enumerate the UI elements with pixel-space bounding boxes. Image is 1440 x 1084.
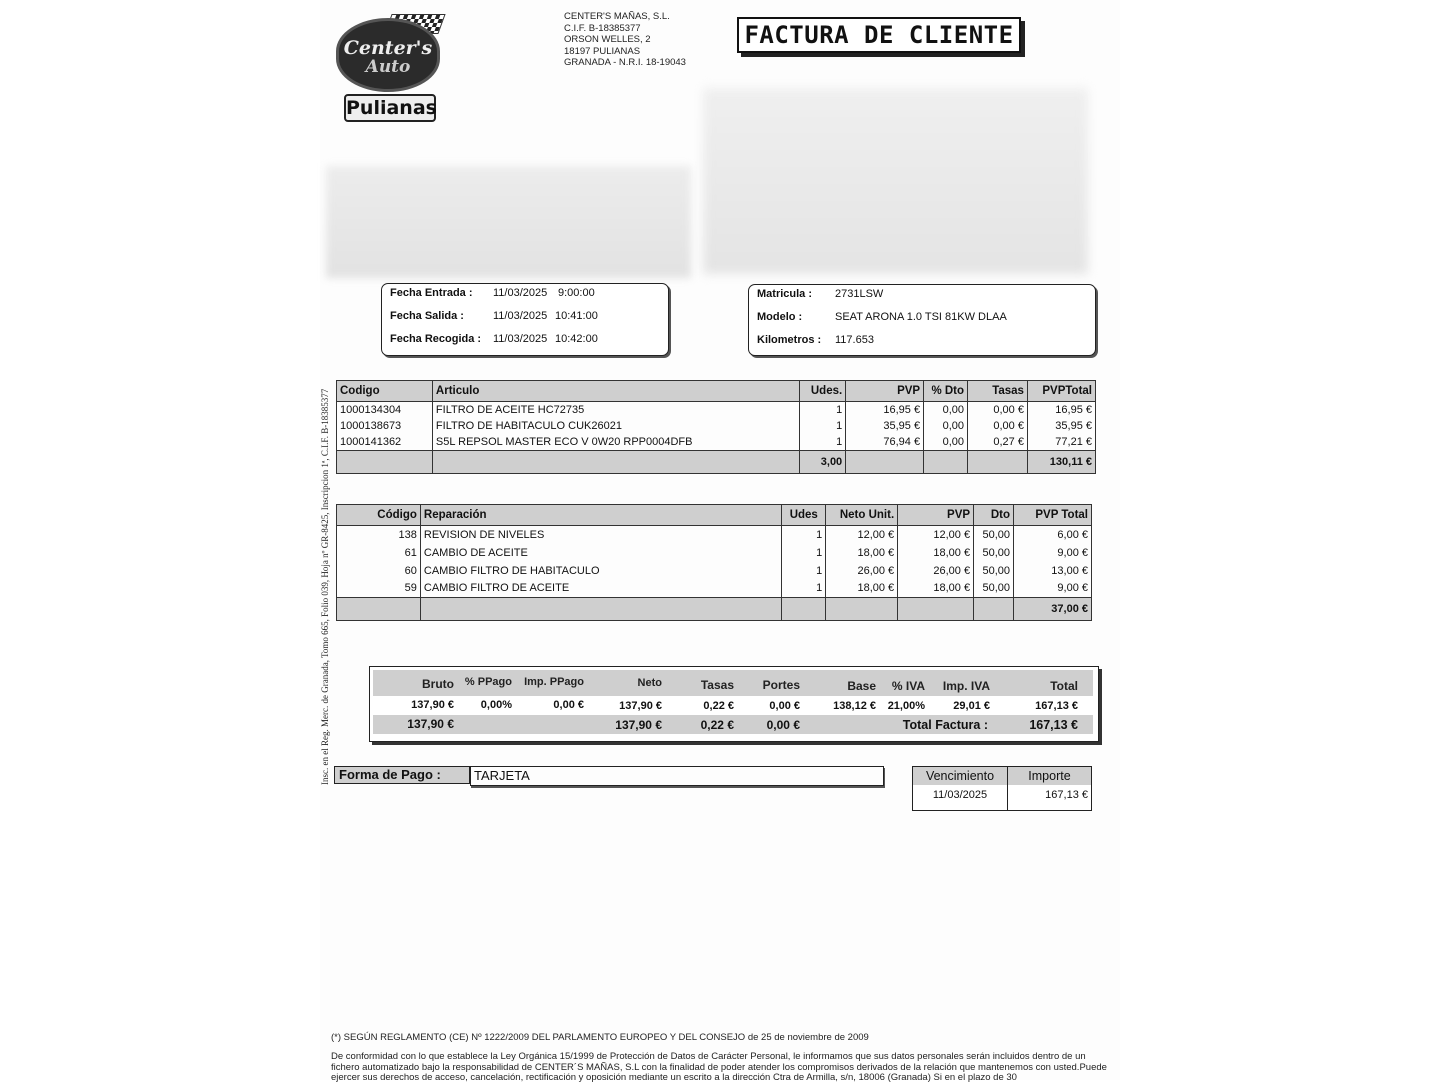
matricula-value: 2731LSW xyxy=(835,288,884,300)
fecha-recogida-time: 10:42:00 xyxy=(555,333,598,345)
col-codigo: Código xyxy=(337,505,421,526)
totals-bruto-header: Bruto xyxy=(422,677,454,691)
table-row xyxy=(337,418,1096,434)
table-row xyxy=(337,562,1092,580)
repair-total: 13,00 € xyxy=(1014,562,1092,580)
article-dto: 0,00 xyxy=(924,418,968,434)
fecha-recogida-date: 11/03/2025 xyxy=(493,333,548,345)
fecha-entrada-label: Fecha Entrada : xyxy=(390,287,473,299)
repair-neto: 12,00 € xyxy=(826,526,898,544)
legal-notice: De conformidad con lo que establece la Ley Orgánica 15/1999 de Protección de Datos de Carácter Personal, le informamos que sus datos personales serán incluidos dentro de un fichero automatizado bajo la responsabilidad de CENTER´S MAÑAS, S.L con la finalidad de poder atender los compromisos derivados de la relación que mantenemos con usted.Puede ejercer sus derechos de acceso, cancelación, rectificación y oposición mediante un escrito a la dirección Ctra de Armilla, s/n, 18006 (Granada) Si en el plazo de 30 xyxy=(331,1051,1107,1083)
logo-text-auto: Auto xyxy=(365,57,411,77)
matricula-label: Matricula : xyxy=(757,288,813,300)
logo-emblem xyxy=(336,18,440,92)
totals-iva-value: 21,00% xyxy=(887,700,925,712)
logo-badge-pulianas: Pulianas xyxy=(344,94,436,122)
article-code: 1000141362 xyxy=(337,434,433,451)
article-tasas: 0,00 € xyxy=(968,418,1028,434)
article-units: 1 xyxy=(800,418,846,434)
col-articulo: Articulo xyxy=(432,381,799,402)
table-row xyxy=(337,434,1096,451)
fecha-salida-label: Fecha Salida : xyxy=(390,310,464,322)
repair-pvp: 12,00 € xyxy=(898,526,974,544)
fecha-entrada-time: 9:00:00 xyxy=(558,287,595,299)
articles-total: 130,11 € xyxy=(1027,451,1095,474)
article-name: FILTRO DE HABITACULO CUK26021 xyxy=(432,418,799,434)
importe-header: Importe xyxy=(1008,767,1091,785)
repair-neto: 18,00 € xyxy=(826,580,898,598)
totals-imp-ppago-header: Imp. PPago xyxy=(524,676,584,688)
article-pvp: 16,95 € xyxy=(846,402,924,419)
totals-box xyxy=(369,666,1099,742)
company-info xyxy=(564,11,686,69)
forma-pago-label: Forma de Pago : xyxy=(334,766,470,784)
repair-dto: 50,00 xyxy=(974,580,1014,598)
totals-portes-value: 0,00 € xyxy=(769,700,800,712)
summary-bruto: 137,90 € xyxy=(407,717,454,731)
summary-neto: 137,90 € xyxy=(615,718,662,732)
articles-table xyxy=(336,380,1096,474)
repair-name: CAMBIO FILTRO DE HABITACULO xyxy=(420,562,781,580)
totals-total-header: Total xyxy=(1050,679,1078,693)
col-pvp-total: PVP Total xyxy=(1014,505,1092,526)
article-pvp: 76,94 € xyxy=(846,434,924,451)
forma-pago-value: TARJETA xyxy=(470,766,884,786)
table-row xyxy=(337,402,1096,419)
repair-total: 6,00 € xyxy=(1014,526,1092,544)
article-total: 35,95 € xyxy=(1027,418,1095,434)
redacted-area-right xyxy=(703,88,1088,274)
table-row xyxy=(337,580,1092,598)
repairs-total: 37,00 € xyxy=(1014,598,1092,621)
col-pvp: PVP xyxy=(898,505,974,526)
col-dto: % Dto xyxy=(924,381,968,402)
repairs-summary-row xyxy=(337,598,1092,621)
repair-dto: 50,00 xyxy=(974,526,1014,544)
article-tasas: 0,27 € xyxy=(968,434,1028,451)
totals-ppago-header: % PPago xyxy=(464,676,512,688)
repair-name: REVISION DE NIVELES xyxy=(420,526,781,544)
article-code: 1000134304 xyxy=(337,402,433,419)
totals-ppago-value: 0,00% xyxy=(480,699,512,711)
regulation-footnote: (*) SEGÚN REGLAMENTO (CE) Nº 1222/2009 DEL PARLAMENTO EUROPEO Y DEL CONSEJO de 25 de noviembre de 2009 xyxy=(331,1032,869,1043)
logo-text-centers: Center's xyxy=(343,37,433,59)
repair-total: 9,00 € xyxy=(1014,580,1092,598)
totals-tasas-header: Tasas xyxy=(700,678,734,692)
fecha-salida-date: 11/03/2025 xyxy=(493,310,548,322)
repair-code: 60 xyxy=(337,562,421,580)
repair-units: 1 xyxy=(782,526,826,544)
summary-total-label: Total Factura : xyxy=(902,718,988,732)
col-reparacion: Reparación xyxy=(420,505,781,526)
col-neto-unit: Neto Unit. xyxy=(826,505,898,526)
modelo-value: SEAT ARONA 1.0 TSI 81KW DLAA xyxy=(835,311,1007,323)
repair-dto: 50,00 xyxy=(974,544,1014,562)
company-logo xyxy=(334,14,444,122)
fecha-salida-time: 10:41:00 xyxy=(555,310,598,322)
totals-portes-header: Portes xyxy=(762,678,800,692)
articles-total-units: 3,00 xyxy=(800,451,846,474)
repair-pvp: 26,00 € xyxy=(898,562,974,580)
totals-imp-iva-value: 29,01 € xyxy=(953,700,990,712)
col-dto: Dto xyxy=(974,505,1014,526)
totals-neto-value: 137,90 € xyxy=(619,700,662,712)
repairs-header-row xyxy=(337,505,1092,526)
repair-units: 1 xyxy=(782,562,826,580)
article-name: FILTRO DE ACEITE HC72735 xyxy=(432,402,799,419)
col-pvptotal: PVPTotal xyxy=(1027,381,1095,402)
company-region: GRANADA - N.R.I. 18-19043 xyxy=(564,57,686,69)
article-units: 1 xyxy=(800,402,846,419)
col-codigo: Codigo xyxy=(337,381,433,402)
repair-neto: 18,00 € xyxy=(826,544,898,562)
totals-bruto-value: 137,90 € xyxy=(411,699,454,711)
repair-code: 59 xyxy=(337,580,421,598)
repair-dto: 50,00 xyxy=(974,562,1014,580)
redacted-area-left xyxy=(326,166,691,278)
vencimiento-header: Vencimiento xyxy=(913,767,1008,785)
totals-imp-iva-header: Imp. IVA xyxy=(942,679,990,693)
company-city: 18197 PULIANAS xyxy=(564,45,641,57)
repair-pvp: 18,00 € xyxy=(898,580,974,598)
totals-iva-header: % IVA xyxy=(891,679,925,693)
registry-vertical-text xyxy=(320,360,332,790)
summary-tasas: 0,22 € xyxy=(700,718,734,732)
kilometros-label: Kilometros : xyxy=(757,334,822,346)
col-tasas: Tasas xyxy=(968,381,1028,402)
company-name: CENTER'S MAÑAS, S.L. xyxy=(564,11,670,22)
article-pvp: 35,95 € xyxy=(846,418,924,434)
repair-pvp: 18,00 € xyxy=(898,544,974,562)
fecha-entrada-date: 11/03/2025 xyxy=(493,287,548,299)
repairs-table xyxy=(336,504,1092,621)
repair-units: 1 xyxy=(782,580,826,598)
repair-name: CAMBIO FILTRO DE ACEITE xyxy=(420,580,781,598)
vehicle-box xyxy=(748,284,1096,356)
repair-units: 1 xyxy=(782,544,826,562)
col-pvp: PVP xyxy=(846,381,924,402)
totals-total-value: 167,13 € xyxy=(1035,700,1078,712)
article-units: 1 xyxy=(800,434,846,451)
totals-imp-ppago-value: 0,00 € xyxy=(553,699,584,711)
company-cif: C.I.F. B-18385377 xyxy=(564,22,641,34)
article-tasas: 0,00 € xyxy=(968,402,1028,419)
article-dto: 0,00 xyxy=(924,434,968,451)
articles-header-row xyxy=(337,381,1096,402)
importe-value: 167,13 € xyxy=(1045,789,1088,801)
repair-total: 9,00 € xyxy=(1014,544,1092,562)
registry-text: Insc. en el Reg. Merc. de Granada, Tomo 665, Folio 039, Hoja nº GR-8425, Inscripcion 1ª, C.I.F. B-18385377 xyxy=(320,388,330,785)
article-code: 1000138673 xyxy=(337,418,433,434)
article-dto: 0,00 xyxy=(924,402,968,419)
table-row xyxy=(337,526,1092,544)
company-address: ORSON WELLES, 2 xyxy=(564,34,651,46)
repair-neto: 26,00 € xyxy=(826,562,898,580)
dates-box xyxy=(381,283,669,356)
articles-summary-row xyxy=(337,451,1096,474)
fecha-recogida-label: Fecha Recogida : xyxy=(390,333,482,345)
article-total: 16,95 € xyxy=(1027,402,1095,419)
vencimiento-date: 11/03/2025 xyxy=(932,789,988,801)
modelo-label: Modelo : xyxy=(757,311,803,323)
table-row xyxy=(337,544,1092,562)
repair-code: 61 xyxy=(337,544,421,562)
totals-base-header: Base xyxy=(847,679,876,693)
kilometros-value: 117.653 xyxy=(835,334,874,346)
totals-neto-header: Neto xyxy=(637,677,662,689)
repair-code: 138 xyxy=(337,526,421,544)
col-udes: Udes. xyxy=(800,381,846,402)
totals-tasas-value: 0,22 € xyxy=(703,700,734,712)
article-name: S5L REPSOL MASTER ECO V 0W20 RPP0004DFB xyxy=(432,434,799,451)
summary-total-value: 167,13 € xyxy=(1029,718,1078,732)
col-udes: Udes xyxy=(782,505,826,526)
document-title: FACTURA DE CLIENTE xyxy=(737,17,1021,53)
totals-base-value: 138,12 € xyxy=(833,700,876,712)
summary-portes: 0,00 € xyxy=(766,718,800,732)
article-total: 77,21 € xyxy=(1027,434,1095,451)
vencimiento-box xyxy=(912,766,1092,811)
repair-name: CAMBIO DE ACEITE xyxy=(420,544,781,562)
